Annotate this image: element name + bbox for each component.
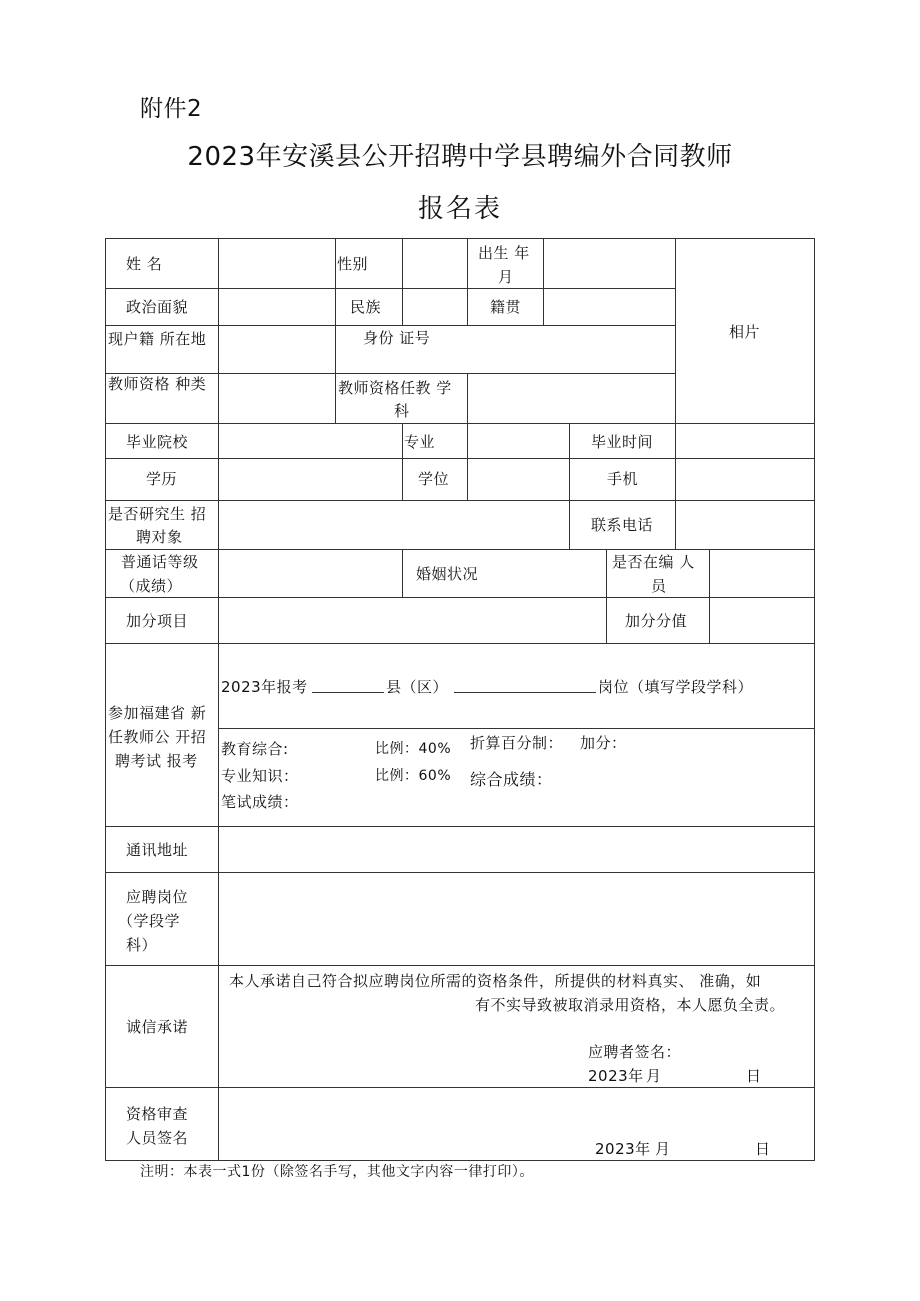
label-photo: 相片	[729, 323, 761, 341]
education-field[interactable]	[219, 459, 401, 499]
label-cert-subject: 教师资格任教 学	[338, 379, 452, 397]
integrity-date-year: 2023年	[588, 1067, 644, 1085]
label-education: 学历	[146, 470, 178, 488]
label-degree: 学位	[418, 470, 450, 488]
label-cert-subject-2: 科	[394, 402, 410, 420]
applicant-signature-label: 应聘者签名：	[588, 1043, 682, 1061]
integrity-text-2: 有不实导致被取消录用资格，本人愿负全责。	[475, 996, 786, 1014]
cert-subject-field[interactable]	[468, 374, 674, 422]
label-major: 专业	[404, 433, 436, 451]
label-grad-time: 毕业时间	[591, 433, 654, 451]
apply-prefix: 2023年报考	[221, 678, 308, 696]
residence-field[interactable]	[106, 350, 217, 372]
label-ethnicity: 民族	[350, 298, 382, 316]
label-postgrad: 是否研究生 招	[108, 505, 207, 523]
form-title: 2023年安溪县公开招聘中学县聘编外合同教师	[187, 142, 733, 172]
attachment-label: 附件2	[140, 96, 203, 122]
integrity-date-month: 月	[646, 1067, 662, 1085]
postgrad-field[interactable]	[219, 501, 568, 548]
label-political: 政治面貌	[126, 298, 189, 316]
label-phone: 手机	[607, 470, 639, 488]
review-date-day: 日	[755, 1140, 771, 1158]
grad-time-field[interactable]	[676, 424, 813, 457]
address-field[interactable]	[219, 827, 813, 871]
pro-knowledge-label: 专业知识：	[221, 767, 299, 785]
integrity-date-day: 日	[746, 1067, 762, 1085]
ratio-40: 比例：40%	[375, 741, 452, 757]
form-subtitle: 报名表	[417, 194, 502, 224]
photo-box[interactable]	[676, 239, 813, 422]
label-staff-2: 员	[651, 577, 667, 595]
degree-field[interactable]	[468, 459, 568, 499]
label-native: 籍贯	[490, 298, 522, 316]
label-exam-3: 聘考试 报考	[115, 752, 198, 770]
label-school: 毕业院校	[126, 433, 189, 451]
label-id-number: 身份 证号	[363, 329, 431, 347]
mandarin-field[interactable]	[219, 550, 401, 596]
label-contact-phone: 联系电话	[591, 516, 654, 534]
cert-type-field[interactable]	[219, 374, 334, 422]
edu-general-label: 教育综合:	[221, 740, 289, 758]
political-field[interactable]	[219, 289, 334, 324]
major-field[interactable]	[468, 424, 568, 457]
phone-field[interactable]	[676, 459, 813, 499]
label-review: 资格审查	[126, 1105, 189, 1123]
staff-field[interactable]	[710, 550, 813, 596]
birth-field[interactable]	[544, 239, 674, 287]
integrity-text-1: 本人承诺自己符合拟应聘岗位所需的资格条件，所提供的材料真实、 准确，如	[229, 972, 762, 990]
label-birth-month: 月	[498, 268, 514, 286]
percent-label: 折算百分制：	[470, 734, 564, 752]
gender-field[interactable]	[403, 239, 466, 287]
applicant-signature-field[interactable]	[680, 1040, 800, 1064]
label-birth: 出生 年	[478, 244, 530, 262]
native-field[interactable]	[544, 289, 674, 324]
label-cert-type: 教师资格 种类	[108, 375, 207, 393]
label-position: 应聘岗位	[126, 888, 189, 906]
footer-note: 注明：本表一式1份（除签名手写，其他文字内容一律打印）。	[140, 1164, 534, 1180]
bonus-item-field[interactable]	[219, 598, 605, 642]
label-gender: 性别	[337, 255, 369, 273]
label-marital: 婚姻状况	[416, 565, 479, 583]
bonus-value-field[interactable]	[710, 598, 813, 642]
label-address: 通讯地址	[126, 841, 189, 859]
contact-phone-field[interactable]	[676, 501, 813, 548]
label-exam: 参加福建省 新	[108, 704, 207, 722]
post-suffix: 岗位（填写学段学科）	[598, 678, 754, 696]
name-field[interactable]	[219, 239, 334, 287]
label-review-2: 人员签名	[126, 1129, 189, 1147]
ratio-60: 比例：60%	[375, 768, 452, 784]
post-blank[interactable]	[454, 678, 596, 693]
county-label: 县（区）	[386, 678, 449, 696]
county-blank[interactable]	[312, 678, 384, 693]
label-mandarin-2: （成绩）	[120, 577, 183, 595]
written-score-label: 笔试成绩：	[221, 793, 299, 811]
label-name: 姓 名	[126, 255, 163, 273]
label-position-2: （学段学	[118, 912, 181, 930]
label-position-3: 科）	[126, 936, 158, 954]
review-date-month: 月	[655, 1140, 671, 1158]
ethnicity-field[interactable]	[403, 289, 466, 324]
label-postgrad-2: 聘对象	[136, 528, 183, 546]
total-score-label: 综合成绩：	[470, 770, 553, 789]
label-staff: 是否在编 人	[612, 553, 695, 571]
marital-field[interactable]	[520, 550, 605, 596]
position-field[interactable]	[219, 873, 813, 964]
id-number-field[interactable]	[336, 350, 674, 372]
label-integrity: 诚信承诺	[126, 1018, 189, 1036]
label-bonus-item: 加分项目	[126, 612, 189, 630]
label-mandarin: 普通话等级	[121, 553, 199, 571]
label-residence: 现户籍 所在地	[108, 330, 207, 348]
review-signature-field[interactable]	[219, 1088, 813, 1128]
review-date-year: 2023年	[595, 1140, 651, 1158]
label-exam-2: 任教师公 开招	[108, 728, 207, 746]
bonus-score-label: 加分：	[580, 734, 627, 752]
label-bonus-value: 加分分值	[625, 612, 688, 630]
school-field[interactable]	[219, 424, 401, 457]
